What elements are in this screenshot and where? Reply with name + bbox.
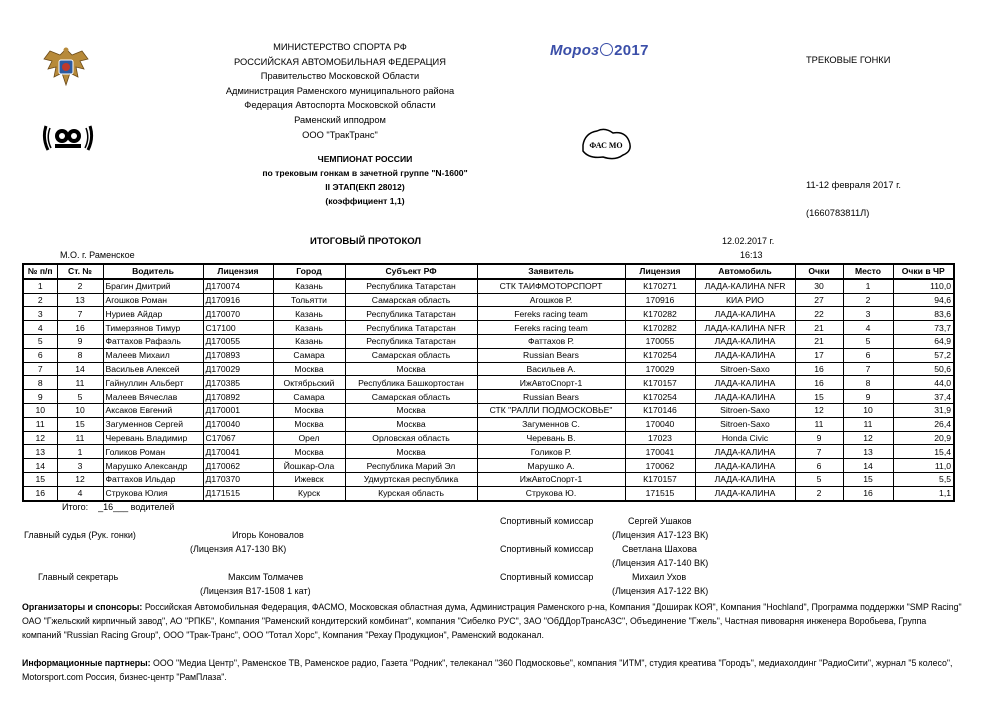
table-cell: 170029	[625, 362, 695, 376]
table-cell: 5,5	[893, 472, 954, 486]
table-row	[23, 390, 954, 404]
table-row	[23, 376, 954, 390]
club-logo-icon	[40, 120, 96, 156]
table-cell: К170254	[625, 390, 695, 404]
table-cell: Москва	[345, 417, 477, 431]
table-cell: К170157	[625, 376, 695, 390]
table-cell: Республика Татарстан	[345, 307, 477, 321]
table-cell: 13	[843, 445, 893, 459]
table-cell: Йошкар-Ола	[273, 459, 345, 473]
table-cell: 10	[23, 403, 57, 417]
table-cell: Фаттахов Рафаэль	[103, 334, 203, 348]
table-cell: Fereks racing team	[477, 321, 625, 335]
chief-judge-label: Главный судья (Рук. гонки)	[24, 530, 136, 540]
table-cell: 21	[795, 321, 843, 335]
table-cell: 14	[23, 459, 57, 473]
table-cell: 7	[57, 307, 103, 321]
table-cell: 12	[57, 472, 103, 486]
table-cell: 5	[843, 334, 893, 348]
table-cell: ИжАвтоСпорт-1	[477, 376, 625, 390]
commissioner-label: Спортивный комиссар	[500, 516, 594, 526]
table-cell: 171515	[625, 486, 695, 500]
secretary-name: Максим Толмачев	[228, 572, 304, 582]
table-cell: 31,9	[893, 403, 954, 417]
table-cell: Струкова Юлия	[103, 486, 203, 500]
org-line: РОССИЙСКАЯ АВТОМОБИЛЬНАЯ ФЕДЕРАЦИЯ	[234, 56, 446, 67]
table-cell: Казань	[273, 279, 345, 293]
secretary-label: Главный секретарь	[38, 572, 119, 582]
table-cell: Республика Татарстан	[345, 279, 477, 293]
partners-paragraph	[22, 656, 962, 684]
column-header: № п/п	[23, 264, 57, 279]
table-cell: Тимерзянов Тимур	[103, 321, 203, 335]
table-cell: Казань	[273, 321, 345, 335]
table-cell: Курская область	[345, 486, 477, 500]
table-cell: ЛАДА-КАЛИНА	[695, 459, 795, 473]
table-cell: Гайнуллин Альберт	[103, 376, 203, 390]
event-code: (1660783811Л)	[806, 208, 870, 218]
table-cell: 1,1	[893, 486, 954, 500]
table-cell: Брагин Дмитрий	[103, 279, 203, 293]
totals	[62, 502, 174, 512]
table-cell: 14	[57, 362, 103, 376]
table-cell: Васильев Алексей	[103, 362, 203, 376]
table-cell: Д170040	[203, 417, 273, 431]
table-cell: Загуменнов Сергей	[103, 417, 203, 431]
table-cell: Russian Bears	[477, 348, 625, 362]
table-cell: 17023	[625, 431, 695, 445]
totals-label: Итого:	[62, 502, 89, 512]
table-cell: Russian Bears	[477, 390, 625, 404]
table-cell: 3	[23, 307, 57, 321]
table-cell: К170157	[625, 472, 695, 486]
table-cell: 64,9	[893, 334, 954, 348]
table-cell: Республика Марий Эл	[345, 459, 477, 473]
table-cell: 11	[843, 417, 893, 431]
table-cell: Струкова Ю.	[477, 486, 625, 500]
totals-count: _16___	[98, 502, 129, 512]
table-cell: 8	[843, 376, 893, 390]
table-cell: ЛАДА-КАЛИНА	[695, 486, 795, 500]
table-cell: Загуменнов С.	[477, 417, 625, 431]
table-row	[23, 348, 954, 362]
table-cell: Д170385	[203, 376, 273, 390]
table-row	[23, 486, 954, 500]
championship-line: (коэффициент 1,1)	[325, 196, 405, 206]
table-row	[23, 293, 954, 307]
table-cell: Фаттахов Ильдар	[103, 472, 203, 486]
table-cell: Fereks racing team	[477, 307, 625, 321]
table-cell: 6	[843, 348, 893, 362]
championship-line: ЧЕМПИОНАТ РОССИИ	[317, 154, 413, 164]
org-line: МИНИСТЕРСТВО СПОРТА РФ	[273, 42, 407, 52]
organization-header	[150, 40, 530, 142]
table-row	[23, 334, 954, 348]
table-cell: Республика Татарстан	[345, 321, 477, 335]
table-cell: Удмуртская республика	[345, 472, 477, 486]
table-cell: 170040	[625, 417, 695, 431]
table-cell: 13	[57, 293, 103, 307]
column-header: Субъект РФ	[345, 264, 477, 279]
org-line: Правительство Московской Области	[260, 71, 420, 82]
table-cell: 5	[795, 472, 843, 486]
table-cell: 170062	[625, 459, 695, 473]
table-cell: Sitroen-Saxo	[695, 362, 795, 376]
table-row	[23, 403, 954, 417]
table-cell: ЛАДА-КАЛИНА	[695, 348, 795, 362]
table-cell: 83,6	[893, 307, 954, 321]
table-cell: 15	[57, 417, 103, 431]
table-cell: Honda Civic	[695, 431, 795, 445]
table-cell: ЛАДА-КАЛИНА	[695, 472, 795, 486]
table-row	[23, 431, 954, 445]
table-cell: 13	[23, 445, 57, 459]
chief-judge-license: (Лицензия А17-130 ВК)	[190, 544, 287, 554]
table-cell: Д170055	[203, 334, 273, 348]
table-cell: 16	[795, 376, 843, 390]
organizers-text: Российская Автомобильная Федерация, ФАСМО, Московская областная дума, Администрация Раменского р-на, Компания "Доширак КОЯ", Компания "Hochland", Программа поддержки "SMP Racing" ОАО "Гжельский кирпичный завод", АО "РПКБ", Компания "Раменский кондитерский комбинат", компания "Сибелко РУС", ЗАО "ОбДДорТрансАЗС", Объединение "Гжель", Частная пивоварня инженера Воробьева, Группа компаний "Russian Racing Group", ООО "Трак-Транс", ООО "Тотал Хорс", Компания "Рехау Продукцион", Раменский водоканал.	[22, 602, 962, 640]
partners-label: Информационные партнеры:	[22, 658, 151, 668]
table-cell: 6	[795, 459, 843, 473]
fasmo-logo-icon	[575, 125, 635, 163]
commissioner-label: Спортивный комиссар	[500, 544, 594, 554]
table-cell: Д170029	[203, 362, 273, 376]
table-cell: 94,6	[893, 293, 954, 307]
table-cell: Москва	[345, 403, 477, 417]
secretary-license: (Лицензия В17-1508 1 кат)	[200, 586, 311, 596]
table-cell: ИжАвтоСпорт-1	[477, 472, 625, 486]
table-cell: Д170001	[203, 403, 273, 417]
table-cell: ЛАДА-КАЛИНА NFR	[695, 321, 795, 335]
table-cell: Республика Башкортостан	[345, 376, 477, 390]
table-cell: 73,7	[893, 321, 954, 335]
table-cell: Д170074	[203, 279, 273, 293]
commissioner-license: (Лицензия А17-122 ВК)	[612, 586, 709, 596]
table-cell: 27	[795, 293, 843, 307]
ministry-emblem-icon	[40, 45, 92, 89]
table-cell: Д170893	[203, 348, 273, 362]
commissioner-license: (Лицензия А17-123 ВК)	[612, 530, 709, 540]
discipline-label: ТРЕКОВЫЕ ГОНКИ	[806, 55, 891, 65]
table-cell: 17	[795, 348, 843, 362]
table-cell: Курск	[273, 486, 345, 500]
table-cell: Орловская область	[345, 431, 477, 445]
table-cell: 30	[795, 279, 843, 293]
table-cell: Д170370	[203, 472, 273, 486]
table-cell: 37,4	[893, 390, 954, 404]
table-cell: Орел	[273, 431, 345, 445]
table-cell: Марушко А.	[477, 459, 625, 473]
table-row	[23, 417, 954, 431]
table-cell: Черевань В.	[477, 431, 625, 445]
column-header: Лицензия	[625, 264, 695, 279]
table-cell: Агошков Роман	[103, 293, 203, 307]
table-cell: 170041	[625, 445, 695, 459]
table-cell: Самарская область	[345, 293, 477, 307]
event-location: М.О. г. Раменское	[60, 250, 135, 260]
table-cell: Д170041	[203, 445, 273, 459]
table-cell: 3	[843, 307, 893, 321]
totals-suffix: водителей	[130, 502, 175, 512]
table-cell: ЛАДА-КАЛИНА	[695, 376, 795, 390]
table-cell: Васильев А.	[477, 362, 625, 376]
commissioner-license: (Лицензия А17-140 ВК)	[612, 558, 709, 568]
moroz-logo	[550, 42, 649, 59]
moroz-logo-text: Мороз	[550, 42, 600, 59]
table-cell: 57,2	[893, 348, 954, 362]
table-row	[23, 321, 954, 335]
table-cell: К170282	[625, 321, 695, 335]
table-cell: Малеев Вячеслав	[103, 390, 203, 404]
table-cell: 15,4	[893, 445, 954, 459]
table-cell: 2	[795, 486, 843, 500]
table-cell: Москва	[345, 445, 477, 459]
championship-header	[200, 152, 530, 208]
table-cell: Агошков Р.	[477, 293, 625, 307]
column-header: Очки в ЧР	[893, 264, 954, 279]
table-cell: Москва	[273, 362, 345, 376]
table-cell: Москва	[345, 362, 477, 376]
table-cell: 10	[843, 403, 893, 417]
moroz-logo-year: 2017	[614, 42, 649, 59]
commissioner-label: Спортивный комиссар	[500, 572, 594, 582]
org-line: ООО "ТракТранс"	[302, 129, 378, 140]
table-cell: 11	[23, 417, 57, 431]
table-cell: 15	[23, 472, 57, 486]
table-row	[23, 362, 954, 376]
table-cell: Казань	[273, 334, 345, 348]
column-header: Очки	[795, 264, 843, 279]
table-row	[23, 459, 954, 473]
table-cell: 5	[57, 390, 103, 404]
table-cell: 4	[843, 321, 893, 335]
table-cell: 6	[23, 348, 57, 362]
table-cell: 21	[795, 334, 843, 348]
results-table	[22, 263, 955, 502]
table-row	[23, 445, 954, 459]
table-cell: 14	[843, 459, 893, 473]
column-header: Водитель	[103, 264, 203, 279]
table-cell: 4	[23, 321, 57, 335]
table-cell: 10	[57, 403, 103, 417]
fasmo-label: ФАС МО	[589, 141, 623, 150]
table-cell: К170271	[625, 279, 695, 293]
protocol-title: ИТОГОВЫЙ ПРОТОКОЛ	[310, 236, 422, 247]
table-cell: Москва	[273, 445, 345, 459]
table-cell: Фаттахов Р.	[477, 334, 625, 348]
chief-judge-name: Игорь Коновалов	[232, 530, 304, 540]
organizers-paragraph	[22, 600, 962, 642]
table-cell: 15	[795, 390, 843, 404]
table-row	[23, 279, 954, 293]
table-cell: Ижевск	[273, 472, 345, 486]
organizers-label: Организаторы и спонсоры:	[22, 602, 143, 612]
table-cell: 44,0	[893, 376, 954, 390]
table-cell: ЛАДА-КАЛИНА	[695, 334, 795, 348]
table-cell: Марушко Александр	[103, 459, 203, 473]
table-cell: 16	[57, 321, 103, 335]
table-cell: СТК ТАИФМОТОРСПОРТ	[477, 279, 625, 293]
table-cell: Д170062	[203, 459, 273, 473]
table-cell: СТК "РАЛЛИ ПОДМОСКОВЬЕ"	[477, 403, 625, 417]
table-cell: Д171515	[203, 486, 273, 500]
partners-text: ООО "Медиа Центр", Раменское ТВ, Раменское радио, Газета "Родник", телеканал "360 Подмосковье", компания "ИТМ", студия креатива "Городъ", медиахолдинг "РадиоСити", журнал "5 колесо", Motorsport.com Россия, бизнес-центр "РамПлаза".	[22, 658, 953, 682]
table-cell: ЛАДА-КАЛИНА	[695, 390, 795, 404]
table-cell: 15	[843, 472, 893, 486]
column-header: Город	[273, 264, 345, 279]
table-cell: 110,0	[893, 279, 954, 293]
table-cell: Голиков Роман	[103, 445, 203, 459]
table-cell: Малеев Михаил	[103, 348, 203, 362]
table-cell: Казань	[273, 307, 345, 321]
table-cell: Самара	[273, 348, 345, 362]
table-cell: Москва	[273, 417, 345, 431]
table-cell: 7	[795, 445, 843, 459]
table-cell: 7	[843, 362, 893, 376]
table-cell: 11	[795, 417, 843, 431]
table-cell: 11,0	[893, 459, 954, 473]
org-line: Раменский ипподром	[294, 114, 386, 125]
table-cell: 9	[23, 390, 57, 404]
table-cell: 3	[57, 459, 103, 473]
org-line: Администрация Раменского муниципального района	[225, 85, 455, 96]
table-cell: 8	[23, 376, 57, 390]
table-cell: Д170916	[203, 293, 273, 307]
table-cell: КИА РИО	[695, 293, 795, 307]
table-cell: 2	[57, 279, 103, 293]
table-cell: 4	[57, 486, 103, 500]
table-cell: К170146	[625, 403, 695, 417]
table-cell: 20,9	[893, 431, 954, 445]
table-cell: 16	[843, 486, 893, 500]
table-cell: 9	[57, 334, 103, 348]
table-cell: ЛАДА-КАЛИНА	[695, 445, 795, 459]
table-cell: Москва	[273, 403, 345, 417]
table-cell: 12	[795, 403, 843, 417]
event-dates: 11-12 февраля 2017 г.	[806, 180, 901, 190]
table-row	[23, 307, 954, 321]
table-cell: 12	[843, 431, 893, 445]
table-header-row	[23, 264, 954, 279]
table-cell: 9	[843, 390, 893, 404]
table-cell: 16	[23, 486, 57, 500]
table-cell: 170055	[625, 334, 695, 348]
table-cell: Самарская область	[345, 348, 477, 362]
org-line: Федерация Автоспорта Московской области	[244, 100, 436, 111]
column-header: Ст. №	[57, 264, 103, 279]
table-cell: ЛАДА-КАЛИНА NFR	[695, 279, 795, 293]
table-cell: Черевань Владимир	[103, 431, 203, 445]
table-cell: Республика Татарстан	[345, 334, 477, 348]
table-cell: 170916	[625, 293, 695, 307]
commissioner-name: Светлана Шахова	[622, 544, 697, 554]
table-cell: 2	[23, 293, 57, 307]
table-cell: Самара	[273, 390, 345, 404]
table-cell: Октябрьский	[273, 376, 345, 390]
table-cell: 9	[795, 431, 843, 445]
table-cell: К170282	[625, 307, 695, 321]
table-cell: Sitroen-Saxo	[695, 403, 795, 417]
table-cell: 2	[843, 293, 893, 307]
table-cell: Sitroen-Saxo	[695, 417, 795, 431]
table-cell: Тольятти	[273, 293, 345, 307]
table-cell: 12	[23, 431, 57, 445]
column-header: Место	[843, 264, 893, 279]
table-cell: К170254	[625, 348, 695, 362]
table-cell: 1	[843, 279, 893, 293]
protocol-date: 12.02.2017 г.	[722, 236, 775, 246]
table-row	[23, 472, 954, 486]
table-cell: 5	[23, 334, 57, 348]
table-cell: 1	[23, 279, 57, 293]
table-cell: 16	[795, 362, 843, 376]
table-cell: Аксаков Евгений	[103, 403, 203, 417]
table-cell: Д170892	[203, 390, 273, 404]
ball-icon	[600, 43, 613, 56]
table-cell: Голиков Р.	[477, 445, 625, 459]
table-cell: 22	[795, 307, 843, 321]
table-cell: Д170070	[203, 307, 273, 321]
table-cell: ЛАДА-КАЛИНА	[695, 307, 795, 321]
table-cell: Самарская область	[345, 390, 477, 404]
table-cell: 11	[57, 431, 103, 445]
table-cell: С17100	[203, 321, 273, 335]
table-cell: С17067	[203, 431, 273, 445]
table-cell: 1	[57, 445, 103, 459]
table-cell: 11	[57, 376, 103, 390]
commissioner-name: Сергей Ушаков	[628, 516, 692, 526]
table-cell: 50,6	[893, 362, 954, 376]
column-header: Автомобиль	[695, 264, 795, 279]
table-cell: 7	[23, 362, 57, 376]
championship-line: по трековым гонкам в зачетной группе "N-1600"	[262, 168, 468, 178]
column-header: Заявитель	[477, 264, 625, 279]
table-cell: 26,4	[893, 417, 954, 431]
table-cell: 8	[57, 348, 103, 362]
commissioner-name: Михаил Ухов	[632, 572, 687, 582]
table-cell: Нуриев Айдар	[103, 307, 203, 321]
protocol-time: 16:13	[740, 250, 763, 260]
column-header: Лицензия	[203, 264, 273, 279]
championship-line: II ЭТАП(ЕКП 28012)	[325, 182, 405, 192]
